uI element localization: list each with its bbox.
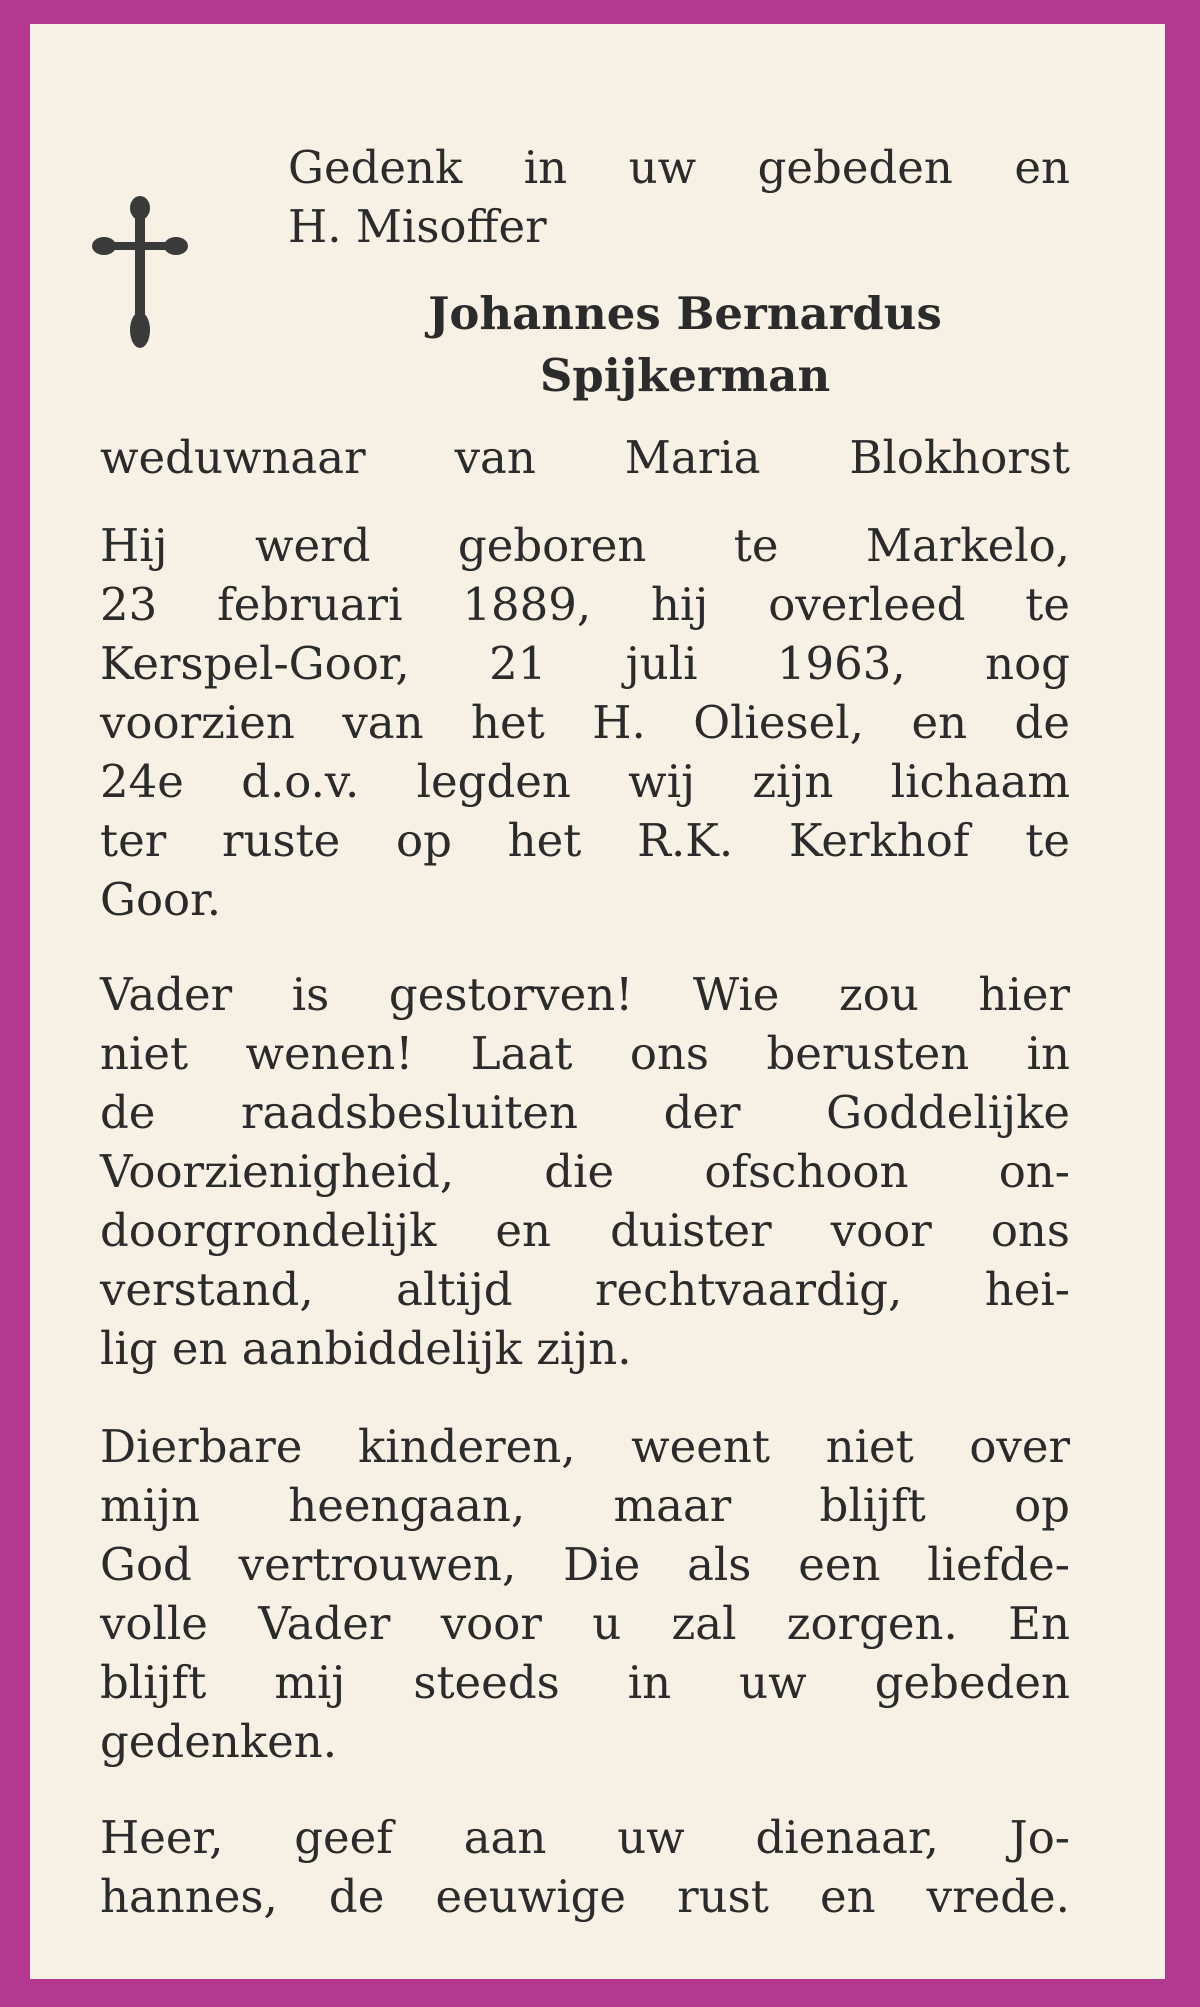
paragraph-line: volle Vader voor u zal zorgen. En <box>100 1597 1070 1650</box>
intro-text <box>288 138 1070 256</box>
paragraph-line: blijft mij steeds in uw gebeden <box>100 1656 1070 1709</box>
paragraph-line: ter ruste op het R.K. Kerkhof te <box>100 814 1070 867</box>
paragraph-line: God vertrouwen, Die als een liefde- <box>100 1538 1070 1591</box>
widower-line <box>100 428 1070 487</box>
cross-icon <box>92 192 188 352</box>
intro-line: H. Misoffer <box>288 200 547 253</box>
name-line: Johannes Bernardus <box>428 287 942 340</box>
name-line: Spijkerman <box>539 349 831 402</box>
paragraph-line: Kerspel-Goor, 21 juli 1963, nog <box>100 637 1070 690</box>
children-paragraph <box>100 1417 1070 1771</box>
paragraph-line: Vader is gestorven! Wie zou hier <box>100 968 1070 1021</box>
paragraph-line: Voorzienigheid, die ofschoon on- <box>100 1145 1070 1198</box>
intro-line: Gedenk in uw gebeden en <box>288 141 1070 194</box>
paragraph-line: doorgrondelijk en duister voor ons <box>100 1204 1070 1257</box>
paragraph-line: hannes, de eeuwige rust en vrede. <box>100 1870 1070 1923</box>
paragraph-line: niet wenen! Laat ons berusten in <box>100 1027 1070 1080</box>
paragraph-line: 24e d.o.v. legden wij zijn lichaam <box>100 755 1070 808</box>
paragraph-line: gedenken. <box>100 1715 338 1768</box>
paragraph-line: lig en aanbiddelijk zijn. <box>100 1322 632 1375</box>
paragraph-line: Goor. <box>100 873 222 926</box>
paragraph-line: 23 februari 1889, hij overleed te <box>100 578 1070 631</box>
paragraph-line: Dierbare kinderen, weent niet over <box>100 1420 1070 1473</box>
paragraph-line: mijn heengaan, maar blijft op <box>100 1479 1070 1532</box>
paragraph-line: voorzien van het H. Oliesel, en de <box>100 696 1070 749</box>
paragraph-line: Hij werd geboren te Markelo, <box>100 519 1070 572</box>
deceased-name <box>300 283 1070 407</box>
father-paragraph <box>100 965 1070 1378</box>
prayer-paragraph <box>100 1808 1070 1926</box>
paragraph-line: verstand, altijd rechtvaardig, hei- <box>100 1263 1070 1316</box>
birth-paragraph <box>100 516 1070 929</box>
widower-text: weduwnaar van Maria Blokhorst <box>100 431 1070 484</box>
paragraph-line: Heer, geef aan uw dienaar, Jo- <box>100 1811 1070 1864</box>
paragraph-line: de raadsbesluiten der Goddelijke <box>100 1086 1070 1139</box>
